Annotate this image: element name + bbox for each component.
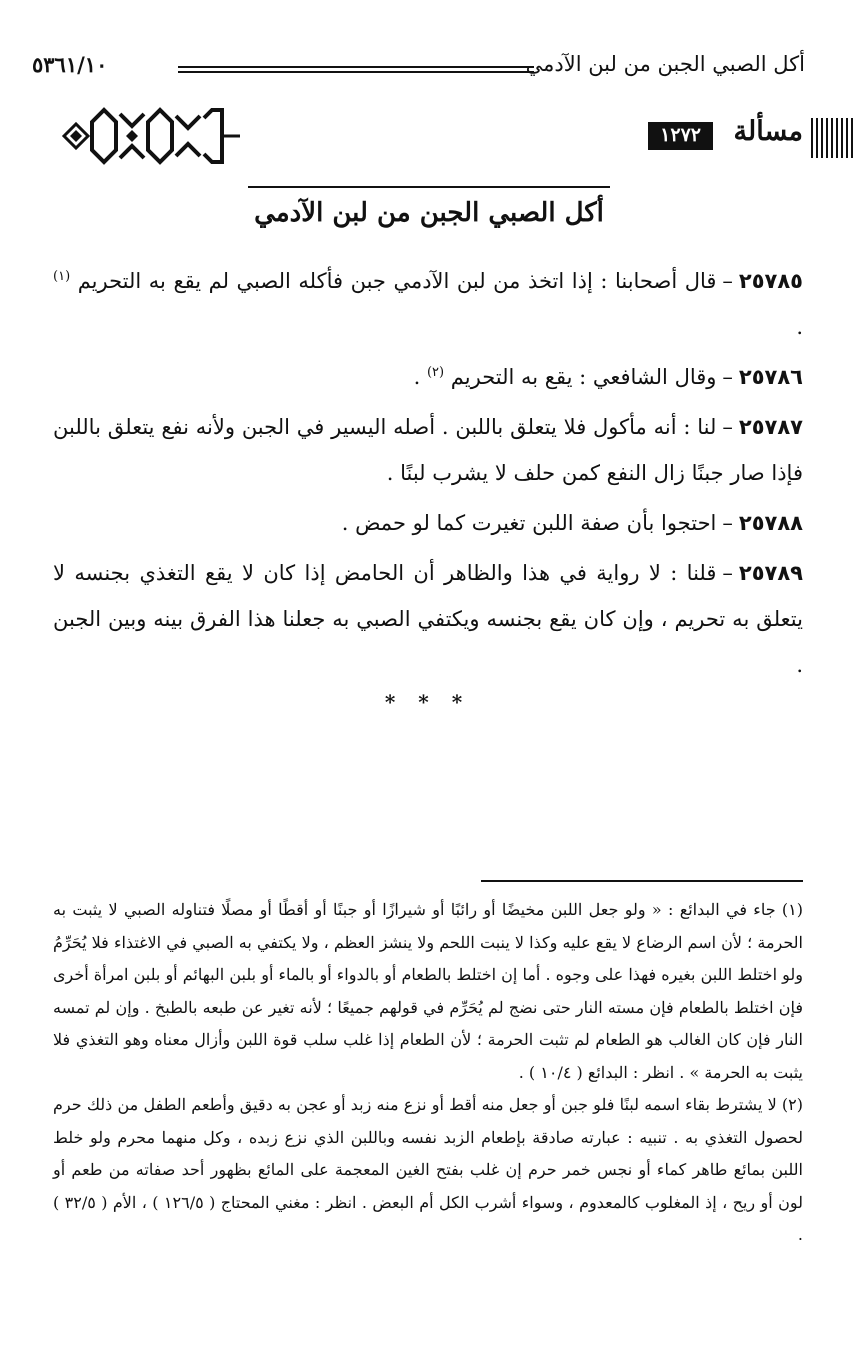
section-separator: * * * xyxy=(384,690,471,714)
paragraph xyxy=(53,354,803,400)
paragraph-text: قال أصحابنا : إذا اتخذ من لبن الآدمي جبن فأكله الصبي لم يقع به التحريم xyxy=(77,269,717,293)
masala-number-badge: ١٢٧٢ xyxy=(648,122,713,150)
footnote-ref: (٢) xyxy=(426,365,445,380)
paragraph-number: ٢٥٧٨٦ xyxy=(738,365,803,389)
paragraph-dash: – xyxy=(722,415,733,439)
paragraph-number: ٢٥٧٨٨ xyxy=(738,511,803,535)
footnote-ref: (١) xyxy=(53,269,71,284)
paragraph-dash: – xyxy=(722,511,733,535)
paragraph-number: ٢٥٧٨٥ xyxy=(738,269,803,293)
paragraph-end: . xyxy=(796,315,803,339)
paragraph-dash: – xyxy=(722,365,733,389)
masala-label: مسألة xyxy=(733,116,803,147)
paragraph-text: لنا : أنه مأكول فلا يتعلق باللبن . أصله اليسير في الجبن ولأنه نفع يتعلق باللبن فإذا صار جبنًا زال النفع كمن حلف لا يشرب لبنًا . xyxy=(53,415,803,485)
paragraph xyxy=(53,550,803,688)
footnote: (٢) لا يشترط بقاء اسمه لبنًا فلو جبن أو جعل منه أقط أو نزع منه زبد أو عجن به دقيق وأطعم الطفل من ذلك حرم لحصول التغذي به . تنبيه : عبارته صادقة بإطعام الزبد نفسه وباللبن الذي نزع زبده ، وكل منهما محرم ولو خلط اللبن بمائع طاهر كماء أو نجس خمر حرم إن غلب بفتح الغين المعجمة على المائع بظهور أحد صفاته من طعم أو لون أو ريح ، إذ المغلوب كالمعدوم ، وسواء أشرب الكل أم البعض . انظر : مغني المحتاج ( ١٢٦/٥ ) ، الأم ( ٣٢/٥ ) . xyxy=(53,1095,804,1244)
paragraph-number: ٢٥٧٨٧ xyxy=(738,415,803,439)
paragraph-dash: – xyxy=(722,561,733,585)
body-text xyxy=(53,258,803,692)
footnote-rule xyxy=(481,880,803,882)
paragraph-text: قلنا : لا رواية في هذا والظاهر أن الحامض إذا كان لا يقع التغذي بجنسه لا يتعلق به تحريم ، وإن كان يقع بجنسه ويكتفي الصبي به جعلنا هذا الفرق بينه وبين الجبن . xyxy=(53,561,803,677)
paragraph-text: احتجوا بأن صفة اللبن تغيرت كما لو حمض . xyxy=(341,511,717,535)
banner-bars-ornament xyxy=(811,118,855,158)
arabesque-ornament-icon xyxy=(36,104,240,168)
paragraph-text: وقال الشافعي : يقع به التحريم xyxy=(450,365,717,389)
paragraph xyxy=(53,500,803,546)
section-title: أكل الصبي الجبن من لبن الآدمي xyxy=(248,186,610,228)
running-header-title: أكل الصبي الجبن من لبن الآدمي xyxy=(525,52,805,76)
paragraph xyxy=(53,404,803,496)
paragraph xyxy=(53,258,803,350)
footnote: (١) جاء في البدائع : « ولو جعل اللبن مخيضًا أو رائبًا أو شيرازًا أو جبنًا أو أقطًا أو مصلًا فتناوله الصبي لا يثبت به الحرمة ؛ لأن اسم الرضاع لا يقع عليه وكذا لا ينبت اللحم ولا ينشز العظم ، ولا يكتفي به الصبي في الاغتذاء فلا يُحَرِّمُ ولو اختلط اللبن بغيره فهذا على وجوه . أما إن اختلط بالطعام أو بالدواء أو بالماء أو بلبن البهائم أو بلبن امرأة أخرى فإن اختلط بالطعام فإن مسته النار حتى نضج لم يُحَرِّم في قولهم جميعًا ؛ لأنه تغير عن طبعه بالطبخ . وإن لم تمسه النار فإن كان الغالب هو الطعام لم تثبت الحرمة ؛ لأن الطعام إذا غلب سلب قوة اللبن وأزال معناه وهو التغذي فلا يثبت به الحرمة » . انظر : البدائع ( ١٠/٤ ) . xyxy=(53,900,803,1082)
paragraph-dash: – xyxy=(722,269,733,293)
running-header-rule xyxy=(178,66,534,73)
footnotes xyxy=(53,894,803,1252)
paragraph-number: ٢٥٧٨٩ xyxy=(738,561,803,585)
paragraph-end: . xyxy=(413,365,421,389)
running-header-code: ٥٣٦١/١٠ xyxy=(32,52,108,77)
